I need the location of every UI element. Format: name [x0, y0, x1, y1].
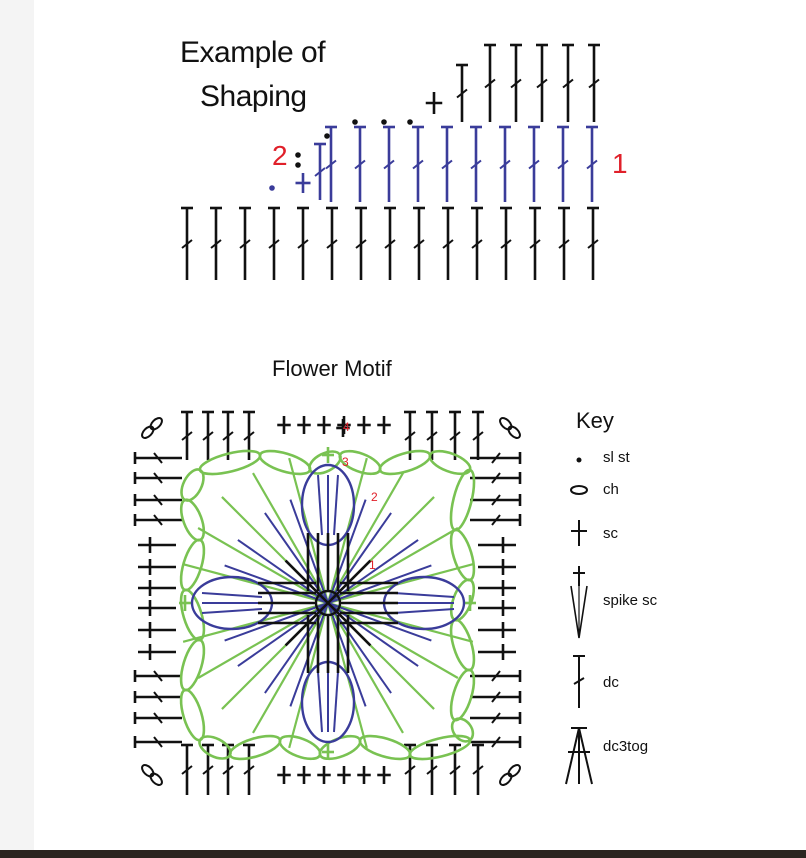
- shaping-title-line1: Example of: [180, 36, 326, 69]
- round-label-4: 4: [343, 420, 350, 434]
- dc-icon: [573, 656, 585, 708]
- plus-icon: [571, 520, 587, 546]
- round-label-3: 3: [342, 455, 349, 469]
- shaping-title-line2: Shaping: [200, 80, 307, 113]
- key-title: Key: [576, 408, 614, 433]
- key-label-dc3tog: dc3tog: [603, 738, 649, 755]
- key-label-sc: sc: [603, 525, 618, 542]
- oval-icon: [571, 486, 587, 494]
- round-label-1: 1: [369, 558, 376, 572]
- key-label-dc: dc: [603, 674, 619, 691]
- key-label-spike-sc: spike sc: [603, 592, 658, 609]
- round-label-2: 2: [371, 490, 378, 504]
- dc3tog-icon: [566, 728, 592, 784]
- row-marker-1: 1: [612, 148, 628, 179]
- motif-title: Flower Motif: [272, 356, 392, 381]
- key-label-ch: ch: [603, 481, 619, 498]
- dot-icon: [577, 458, 582, 463]
- key-label-sl-st: sl st: [603, 449, 630, 466]
- spike-sc-icon: [571, 566, 587, 638]
- row-marker-2: 2: [272, 140, 288, 171]
